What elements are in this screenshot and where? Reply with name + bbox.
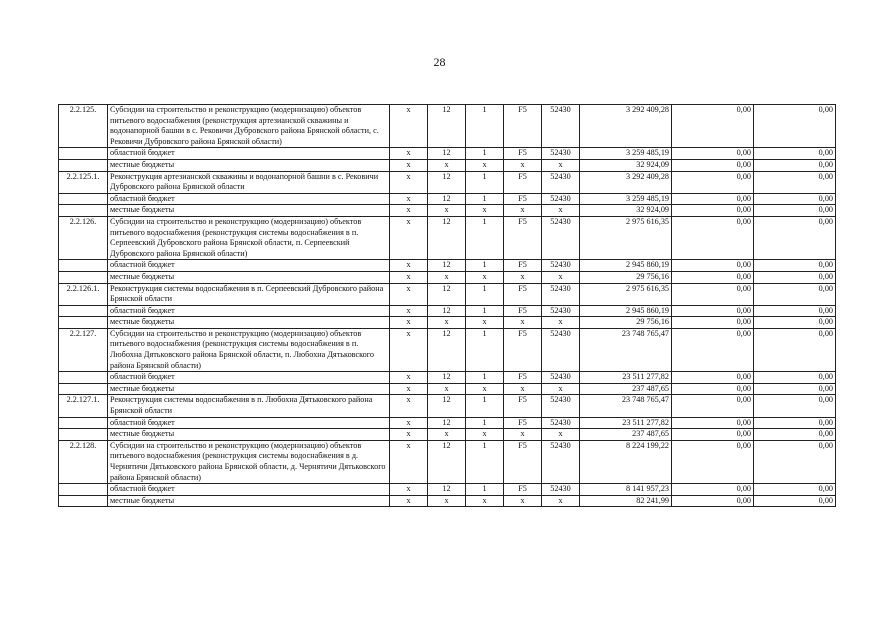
row-col-5-cell: 52430 xyxy=(542,440,580,483)
row-col-5-cell: 52430 xyxy=(542,305,580,317)
row-description-cell: Субсидии на строительство и реконструкцию (модернизацию) объектов питьевого водоснабжения (реконструкция системы водоснабжения в п. Любохна Дятьковского района Брянской области, п. Любохна Дятьковского района Брянской области) xyxy=(108,328,390,371)
table-row xyxy=(59,148,836,160)
row-description-cell: Реконструкция системы водоснабжения в п. Любохна Дятьковского района Брянской области xyxy=(108,395,390,417)
row-col-4-cell: х xyxy=(504,495,542,507)
row-col-5-cell: 52430 xyxy=(542,171,580,193)
row-col-4-cell: х xyxy=(504,205,542,217)
row-code-cell xyxy=(59,317,108,329)
row-amount-3-cell: 0,00 xyxy=(754,429,836,441)
row-amount-1-cell: 3 292 409,28 xyxy=(580,105,672,148)
row-col-3-cell: х xyxy=(466,317,504,329)
row-amount-3-cell: 0,00 xyxy=(754,417,836,429)
row-amount-3-cell: 0,00 xyxy=(754,260,836,272)
row-amount-1-cell: 3 259 485,19 xyxy=(580,148,672,160)
row-amount-1-cell: 32 924,09 xyxy=(580,205,672,217)
row-description-cell: местные бюджеты xyxy=(108,495,390,507)
row-amount-3-cell: 0,00 xyxy=(754,205,836,217)
row-amount-3-cell: 0,00 xyxy=(754,159,836,171)
row-code-cell xyxy=(59,159,108,171)
row-col-4-cell: F5 xyxy=(504,305,542,317)
table-row xyxy=(59,417,836,429)
row-col-4-cell: F5 xyxy=(504,216,542,259)
row-col-3-cell: 1 xyxy=(466,216,504,259)
table-row xyxy=(59,440,836,483)
row-col-5-cell: х xyxy=(542,429,580,441)
row-col-5-cell: х xyxy=(542,271,580,283)
row-amount-2-cell: 0,00 xyxy=(672,260,754,272)
budget-table xyxy=(58,104,836,507)
row-description-cell: местные бюджеты xyxy=(108,159,390,171)
table-row xyxy=(59,328,836,371)
row-amount-2-cell: 0,00 xyxy=(672,216,754,259)
row-code-cell xyxy=(59,383,108,395)
table-row xyxy=(59,305,836,317)
row-amount-1-cell: 29 756,16 xyxy=(580,271,672,283)
row-description-cell: Реконструкция артезианской скважины и водонапорной башни в с. Рековичи Дубровского района Брянской области xyxy=(108,171,390,193)
row-amount-2-cell: 0,00 xyxy=(672,495,754,507)
row-col-3-cell: х xyxy=(466,383,504,395)
table-row xyxy=(59,395,836,417)
row-col-2-cell: х xyxy=(428,159,466,171)
row-description-cell: Субсидии на строительство и реконструкцию (модернизацию) объектов питьевого водоснабжения (реконструкция системы водоснабжения в п. Серпеевский Дубровского района Брянской области, п. Серпеевский Дубровского района Брянской области) xyxy=(108,216,390,259)
row-col-4-cell: х xyxy=(504,159,542,171)
row-col-1-cell: х xyxy=(390,193,428,205)
row-col-5-cell: 52430 xyxy=(542,193,580,205)
row-col-2-cell: х xyxy=(428,495,466,507)
row-col-4-cell: F5 xyxy=(504,283,542,305)
row-col-3-cell: 1 xyxy=(466,417,504,429)
row-col-5-cell: 52430 xyxy=(542,283,580,305)
row-amount-3-cell: 0,00 xyxy=(754,105,836,148)
row-description-cell: Субсидии на строительство и реконструкцию (модернизацию) объектов питьевого водоснабжения (реконструкция системы водоснабжения в д. Чернятичи Дятьковского района Брянской области, д. Чернятичи Дятьковского района Брянской области) xyxy=(108,440,390,483)
row-col-3-cell: х xyxy=(466,429,504,441)
row-col-5-cell: 52430 xyxy=(542,395,580,417)
row-col-3-cell: 1 xyxy=(466,283,504,305)
table-row xyxy=(59,216,836,259)
row-col-2-cell: 12 xyxy=(428,305,466,317)
row-description-cell: областной бюджет xyxy=(108,148,390,160)
row-col-2-cell: х xyxy=(428,383,466,395)
row-col-5-cell: 52430 xyxy=(542,216,580,259)
row-amount-1-cell: 23 748 765,47 xyxy=(580,328,672,371)
row-code-cell: 2.2.126. xyxy=(59,216,108,259)
row-col-3-cell: х xyxy=(466,495,504,507)
row-col-2-cell: 12 xyxy=(428,193,466,205)
row-description-cell: областной бюджет xyxy=(108,484,390,496)
row-col-1-cell: х xyxy=(390,372,428,384)
row-code-cell: 2.2.125.1. xyxy=(59,171,108,193)
row-col-3-cell: 1 xyxy=(466,395,504,417)
row-col-2-cell: х xyxy=(428,205,466,217)
row-col-3-cell: 1 xyxy=(466,171,504,193)
row-code-cell xyxy=(59,495,108,507)
row-code-cell xyxy=(59,205,108,217)
row-col-4-cell: F5 xyxy=(504,372,542,384)
row-description-cell: местные бюджеты xyxy=(108,383,390,395)
row-description-cell: Субсидии на строительство и реконструкцию (модернизацию) объектов питьевого водоснабжения (реконструкция артезианской скважины и водонапорной башни в с. Рековичи Дубровского района Брянской области, с. Рековичи Дубровского района Брянской области) xyxy=(108,105,390,148)
row-col-2-cell: 12 xyxy=(428,148,466,160)
row-description-cell: местные бюджеты xyxy=(108,205,390,217)
row-amount-2-cell: 0,00 xyxy=(672,440,754,483)
row-col-1-cell: х xyxy=(390,317,428,329)
row-col-1-cell: х xyxy=(390,383,428,395)
row-col-3-cell: 1 xyxy=(466,328,504,371)
row-amount-2-cell: 0,00 xyxy=(672,205,754,217)
row-col-4-cell: х xyxy=(504,271,542,283)
table-row xyxy=(59,159,836,171)
row-amount-2-cell: 0,00 xyxy=(672,171,754,193)
row-col-5-cell: 52430 xyxy=(542,105,580,148)
row-code-cell: 2.2.127.1. xyxy=(59,395,108,417)
row-amount-1-cell: 3 292 409,28 xyxy=(580,171,672,193)
row-col-4-cell: х xyxy=(504,383,542,395)
row-amount-2-cell: 0,00 xyxy=(672,395,754,417)
row-col-1-cell: х xyxy=(390,205,428,217)
row-code-cell xyxy=(59,484,108,496)
row-col-4-cell: х xyxy=(504,429,542,441)
row-col-4-cell: х xyxy=(504,317,542,329)
row-amount-3-cell: 0,00 xyxy=(754,484,836,496)
row-col-3-cell: 1 xyxy=(466,260,504,272)
row-col-4-cell: F5 xyxy=(504,148,542,160)
row-col-3-cell: 1 xyxy=(466,484,504,496)
row-amount-3-cell: 0,00 xyxy=(754,283,836,305)
row-amount-3-cell: 0,00 xyxy=(754,440,836,483)
row-col-1-cell: х xyxy=(390,283,428,305)
row-col-3-cell: 1 xyxy=(466,305,504,317)
row-col-2-cell: 12 xyxy=(428,105,466,148)
table-row xyxy=(59,283,836,305)
row-col-1-cell: х xyxy=(390,495,428,507)
row-col-1-cell: х xyxy=(390,148,428,160)
row-col-1-cell: х xyxy=(390,305,428,317)
row-col-5-cell: 52430 xyxy=(542,484,580,496)
row-col-5-cell: х xyxy=(542,317,580,329)
row-col-3-cell: 1 xyxy=(466,148,504,160)
row-amount-2-cell: 0,00 xyxy=(672,328,754,371)
row-col-2-cell: 12 xyxy=(428,395,466,417)
row-amount-1-cell: 8 141 957,23 xyxy=(580,484,672,496)
row-col-5-cell: х xyxy=(542,383,580,395)
row-amount-1-cell: 2 945 860,19 xyxy=(580,260,672,272)
row-col-3-cell: 1 xyxy=(466,193,504,205)
row-code-cell xyxy=(59,271,108,283)
row-col-5-cell: 52430 xyxy=(542,148,580,160)
table-row xyxy=(59,171,836,193)
table-row xyxy=(59,271,836,283)
row-col-5-cell: 52430 xyxy=(542,328,580,371)
row-code-cell: 2.2.127. xyxy=(59,328,108,371)
row-amount-2-cell: 0,00 xyxy=(672,148,754,160)
row-amount-3-cell: 0,00 xyxy=(754,193,836,205)
row-description-cell: областной бюджет xyxy=(108,260,390,272)
row-col-1-cell: х xyxy=(390,260,428,272)
row-col-3-cell: х xyxy=(466,205,504,217)
row-description-cell: областной бюджет xyxy=(108,305,390,317)
row-amount-3-cell: 0,00 xyxy=(754,495,836,507)
row-col-2-cell: 12 xyxy=(428,417,466,429)
row-amount-2-cell: 0,00 xyxy=(672,417,754,429)
table-row xyxy=(59,495,836,507)
row-amount-1-cell: 2 975 616,35 xyxy=(580,283,672,305)
table-body xyxy=(59,105,836,507)
table-row xyxy=(59,193,836,205)
row-amount-3-cell: 0,00 xyxy=(754,383,836,395)
row-col-4-cell: F5 xyxy=(504,484,542,496)
table-row xyxy=(59,317,836,329)
row-col-2-cell: 12 xyxy=(428,216,466,259)
row-amount-3-cell: 0,00 xyxy=(754,395,836,417)
page-number: 28 xyxy=(433,55,446,69)
row-amount-1-cell: 23 748 765,47 xyxy=(580,395,672,417)
row-col-2-cell: 12 xyxy=(428,372,466,384)
row-amount-3-cell: 0,00 xyxy=(754,328,836,371)
row-col-1-cell: х xyxy=(390,216,428,259)
row-amount-3-cell: 0,00 xyxy=(754,305,836,317)
row-amount-1-cell: 82 241,99 xyxy=(580,495,672,507)
row-col-5-cell: 52430 xyxy=(542,372,580,384)
table-row xyxy=(59,429,836,441)
row-amount-2-cell: 0,00 xyxy=(672,317,754,329)
row-amount-2-cell: 0,00 xyxy=(672,193,754,205)
row-col-5-cell: х xyxy=(542,495,580,507)
row-amount-2-cell: 0,00 xyxy=(672,283,754,305)
table-row xyxy=(59,372,836,384)
row-col-2-cell: 12 xyxy=(428,260,466,272)
row-code-cell: 2.2.125. xyxy=(59,105,108,148)
row-amount-3-cell: 0,00 xyxy=(754,148,836,160)
row-col-4-cell: F5 xyxy=(504,260,542,272)
row-col-3-cell: 1 xyxy=(466,372,504,384)
row-code-cell xyxy=(59,193,108,205)
row-amount-2-cell: 0,00 xyxy=(672,271,754,283)
row-amount-1-cell: 2 975 616,35 xyxy=(580,216,672,259)
row-amount-3-cell: 0,00 xyxy=(754,317,836,329)
row-col-1-cell: х xyxy=(390,429,428,441)
row-col-2-cell: 12 xyxy=(428,440,466,483)
row-col-3-cell: х xyxy=(466,159,504,171)
row-col-1-cell: х xyxy=(390,159,428,171)
row-col-2-cell: 12 xyxy=(428,328,466,371)
row-col-1-cell: х xyxy=(390,440,428,483)
row-col-3-cell: 1 xyxy=(466,105,504,148)
row-amount-2-cell: 0,00 xyxy=(672,383,754,395)
row-code-cell: 2.2.128. xyxy=(59,440,108,483)
row-col-2-cell: х xyxy=(428,429,466,441)
row-col-2-cell: 12 xyxy=(428,283,466,305)
row-code-cell xyxy=(59,417,108,429)
table-row xyxy=(59,383,836,395)
row-col-4-cell: F5 xyxy=(504,440,542,483)
row-code-cell xyxy=(59,260,108,272)
row-description-cell: местные бюджеты xyxy=(108,429,390,441)
row-amount-1-cell: 237 487,65 xyxy=(580,383,672,395)
row-col-1-cell: х xyxy=(390,105,428,148)
row-code-cell: 2.2.126.1. xyxy=(59,283,108,305)
row-description-cell: областной бюджет xyxy=(108,372,390,384)
row-col-4-cell: F5 xyxy=(504,193,542,205)
row-amount-2-cell: 0,00 xyxy=(672,484,754,496)
row-col-2-cell: 12 xyxy=(428,171,466,193)
row-amount-2-cell: 0,00 xyxy=(672,429,754,441)
row-col-1-cell: х xyxy=(390,417,428,429)
table-row xyxy=(59,260,836,272)
row-col-3-cell: 1 xyxy=(466,440,504,483)
row-col-1-cell: х xyxy=(390,171,428,193)
row-col-4-cell: F5 xyxy=(504,105,542,148)
row-col-5-cell: 52430 xyxy=(542,260,580,272)
table-row xyxy=(59,105,836,148)
row-col-5-cell: х xyxy=(542,205,580,217)
row-amount-1-cell: 29 756,16 xyxy=(580,317,672,329)
row-code-cell xyxy=(59,372,108,384)
row-code-cell xyxy=(59,429,108,441)
row-amount-3-cell: 0,00 xyxy=(754,372,836,384)
row-amount-1-cell: 3 259 485,19 xyxy=(580,193,672,205)
row-col-4-cell: F5 xyxy=(504,328,542,371)
row-description-cell: местные бюджеты xyxy=(108,317,390,329)
row-col-1-cell: х xyxy=(390,328,428,371)
row-col-2-cell: х xyxy=(428,317,466,329)
row-amount-3-cell: 0,00 xyxy=(754,171,836,193)
row-code-cell xyxy=(59,148,108,160)
row-amount-1-cell: 8 224 199,22 xyxy=(580,440,672,483)
row-col-1-cell: х xyxy=(390,395,428,417)
table-row xyxy=(59,484,836,496)
row-amount-1-cell: 2 945 860,19 xyxy=(580,305,672,317)
row-description-cell: областной бюджет xyxy=(108,417,390,429)
row-amount-1-cell: 237 487,65 xyxy=(580,429,672,441)
row-amount-2-cell: 0,00 xyxy=(672,372,754,384)
row-col-4-cell: F5 xyxy=(504,395,542,417)
row-col-2-cell: 12 xyxy=(428,484,466,496)
row-amount-3-cell: 0,00 xyxy=(754,216,836,259)
row-description-cell: областной бюджет xyxy=(108,193,390,205)
row-col-4-cell: F5 xyxy=(504,417,542,429)
row-amount-1-cell: 32 924,09 xyxy=(580,159,672,171)
row-col-2-cell: х xyxy=(428,271,466,283)
row-amount-2-cell: 0,00 xyxy=(672,105,754,148)
row-description-cell: Реконструкция системы водоснабжения в п. Серпеевский Дубровского района Брянской области xyxy=(108,283,390,305)
row-amount-1-cell: 23 511 277,82 xyxy=(580,417,672,429)
row-col-4-cell: F5 xyxy=(504,171,542,193)
row-amount-3-cell: 0,00 xyxy=(754,271,836,283)
row-col-5-cell: х xyxy=(542,159,580,171)
row-col-1-cell: х xyxy=(390,271,428,283)
row-col-5-cell: 52430 xyxy=(542,417,580,429)
row-amount-1-cell: 23 511 277,82 xyxy=(580,372,672,384)
table-row xyxy=(59,205,836,217)
row-col-3-cell: х xyxy=(466,271,504,283)
row-amount-2-cell: 0,00 xyxy=(672,159,754,171)
row-description-cell: местные бюджеты xyxy=(108,271,390,283)
row-code-cell xyxy=(59,305,108,317)
row-amount-2-cell: 0,00 xyxy=(672,305,754,317)
row-col-1-cell: х xyxy=(390,484,428,496)
